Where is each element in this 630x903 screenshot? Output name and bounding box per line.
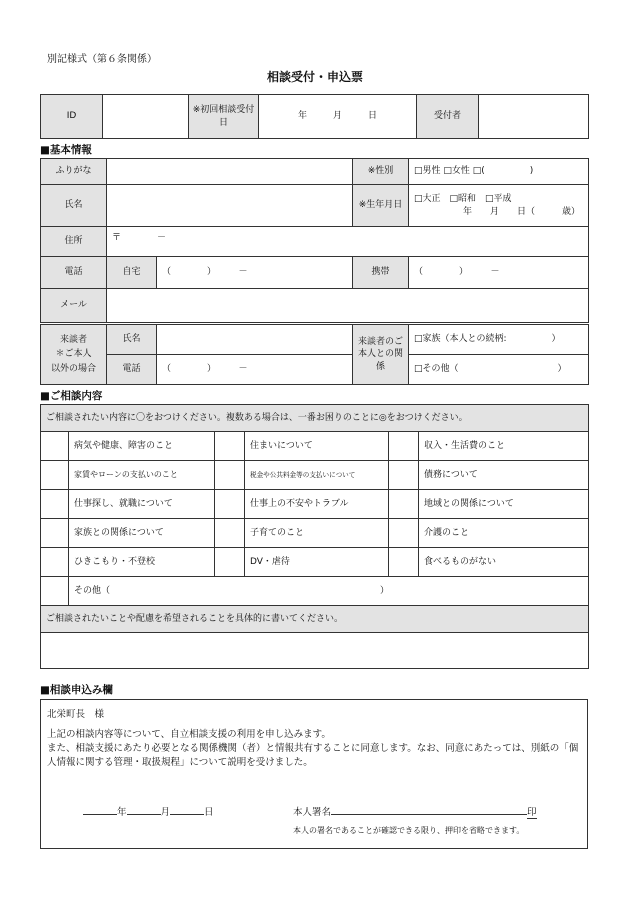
consult-check[interactable] [389,461,419,490]
page-title: 相談受付・申込票 [266,70,363,84]
consult-check[interactable] [41,519,69,548]
relation-family-option[interactable]: □家族（本人との続柄: ） [409,325,589,355]
consult-check[interactable] [41,548,69,577]
consult-check[interactable] [215,519,245,548]
gender-options[interactable]: □男性 □女性 □( ) [409,159,589,185]
consult-check[interactable] [215,548,245,577]
consult-instruction: ご相談されたい内容に〇をおつけください。複数ある場合は、一番お困りのことに◎をおつけください。 [41,405,589,432]
address-label: 住所 [41,227,107,257]
email-label: メール [41,289,107,323]
name-label: 氏名 [41,185,107,227]
consult-check[interactable] [41,490,69,519]
date-year-label: 年 [297,111,307,122]
visitor-label-1: 来談者 [59,334,87,345]
signature-label: 本人署名 [293,807,332,818]
consult-item-debt: 債務について [419,461,589,490]
basic-info-heading: ■基本情報 [40,144,92,156]
consult-check[interactable] [389,490,419,519]
application-heading: ■相談申込み欄 [40,684,113,696]
first-date-field[interactable] [259,95,417,139]
application-date[interactable] [83,806,214,820]
date-day-label: 日 [368,111,378,122]
consult-item-abuse: DV・虐待 [245,548,389,577]
email-field[interactable] [107,289,589,323]
consult-item-job-search: 仕事探し、就職について [69,490,215,519]
consult-item-care: 介護のこと [419,519,589,548]
visitor-name-label: 氏名 [107,325,157,355]
consult-check[interactable] [215,432,245,461]
basic-info-table [40,158,589,323]
id-field[interactable] [103,95,189,139]
details-prompt: ご相談されたいことや配慮を希望されることを具体的に書いてください。 [41,606,589,633]
era-options: □大正 □昭和 □平成 [414,194,512,205]
seal-mark: 印 [527,807,537,818]
furigana-field[interactable] [107,159,353,185]
consult-item-food: 食べるものがない [419,548,589,577]
dob-label: ※生年月日 [353,185,409,227]
application-month-label: 月 [160,807,171,818]
address-field[interactable] [107,227,589,257]
application-box [40,699,588,849]
mobile-label: 携帯 [353,257,409,289]
addressee: 北栄町長 様 [47,709,105,720]
consult-check[interactable] [41,432,69,461]
application-year-label: 年 [117,807,127,818]
receptionist-field[interactable] [479,95,589,139]
receptionist-label: 受付者 [417,95,479,139]
visitor-label-3: 以外の場合 [50,363,96,374]
consult-item-taxes: 税金や公共料金等の支払いについて [245,461,389,490]
consult-item-rent-loan: 家賃やローンの支払いのこと [69,461,215,490]
consult-check[interactable] [215,461,245,490]
consult-item-other[interactable]: その他（ ） [69,577,589,606]
visitor-phone-label: 電話 [107,355,157,385]
form-code: 別記様式（第６条関係） [47,54,157,65]
details-field[interactable] [41,633,589,669]
relation-label: 来談者のご本人との関係 [353,325,409,385]
visitor-phone-field[interactable]: （ ） － [157,355,353,385]
consult-item-work-trouble: 仕事上の不安やトラブル [245,490,389,519]
header-table [40,94,589,139]
mobile-phone-field[interactable]: （ ） － [409,257,589,289]
visitor-name-field[interactable] [157,325,353,355]
consult-check[interactable] [215,490,245,519]
seal-note: 本人の署名であることが確認できる限り、押印を省略できます。 [293,826,525,835]
relation-other-option[interactable]: □その他（ ） [409,355,589,385]
home-label: 自宅 [107,257,157,289]
home-phone-field[interactable]: （ ） － [157,257,353,289]
consult-check[interactable] [41,577,69,606]
consult-check[interactable] [389,548,419,577]
id-label: ID [41,95,103,139]
consult-item-community: 地域との関係について [419,490,589,519]
application-line-1: 上記の相談内容等について、自立相談支援の利用を申し込みます。 [47,729,331,740]
consult-check[interactable] [41,461,69,490]
consult-item-income: 収入・生活費のこと [419,432,589,461]
application-day-label: 日 [204,807,214,818]
signature-field[interactable] [293,806,537,820]
first-date-label: ※初回相談受付日 [189,95,259,139]
phone-label: 電話 [41,257,107,289]
date-month-label: 月 [332,111,342,122]
consult-check[interactable] [389,432,419,461]
consult-item-health: 病気や健康、障害のこと [69,432,215,461]
gender-label: ※性別 [353,159,409,185]
consult-item-family: 家族との関係について [69,519,215,548]
dob-value: 年 月 日（ 歳） [462,206,580,217]
consult-heading: ■ご相談内容 [40,390,103,402]
consult-item-housing: 住まいについて [245,432,389,461]
dob-field[interactable] [409,185,589,227]
consult-item-childcare: 子育てのこと [245,519,389,548]
postal-mark: 〒 － [112,233,167,243]
consult-item-withdrawal: ひきこもり・不登校 [69,548,215,577]
visitor-label-2: ＊ご本人 [55,349,92,360]
consult-table [40,404,589,669]
consult-check[interactable] [389,519,419,548]
application-line-2: また、相談支援にあたり必要となる関係機関（者）と情報共有することに同意します。なお、同意にあたっては、別紙の「個人情報に関する管理・取扱規程」について説明を受けました。 [47,743,579,768]
name-field[interactable] [107,185,353,227]
visitor-label [41,325,107,385]
visitor-table [40,324,589,385]
furigana-label: ふりがな [41,159,107,185]
